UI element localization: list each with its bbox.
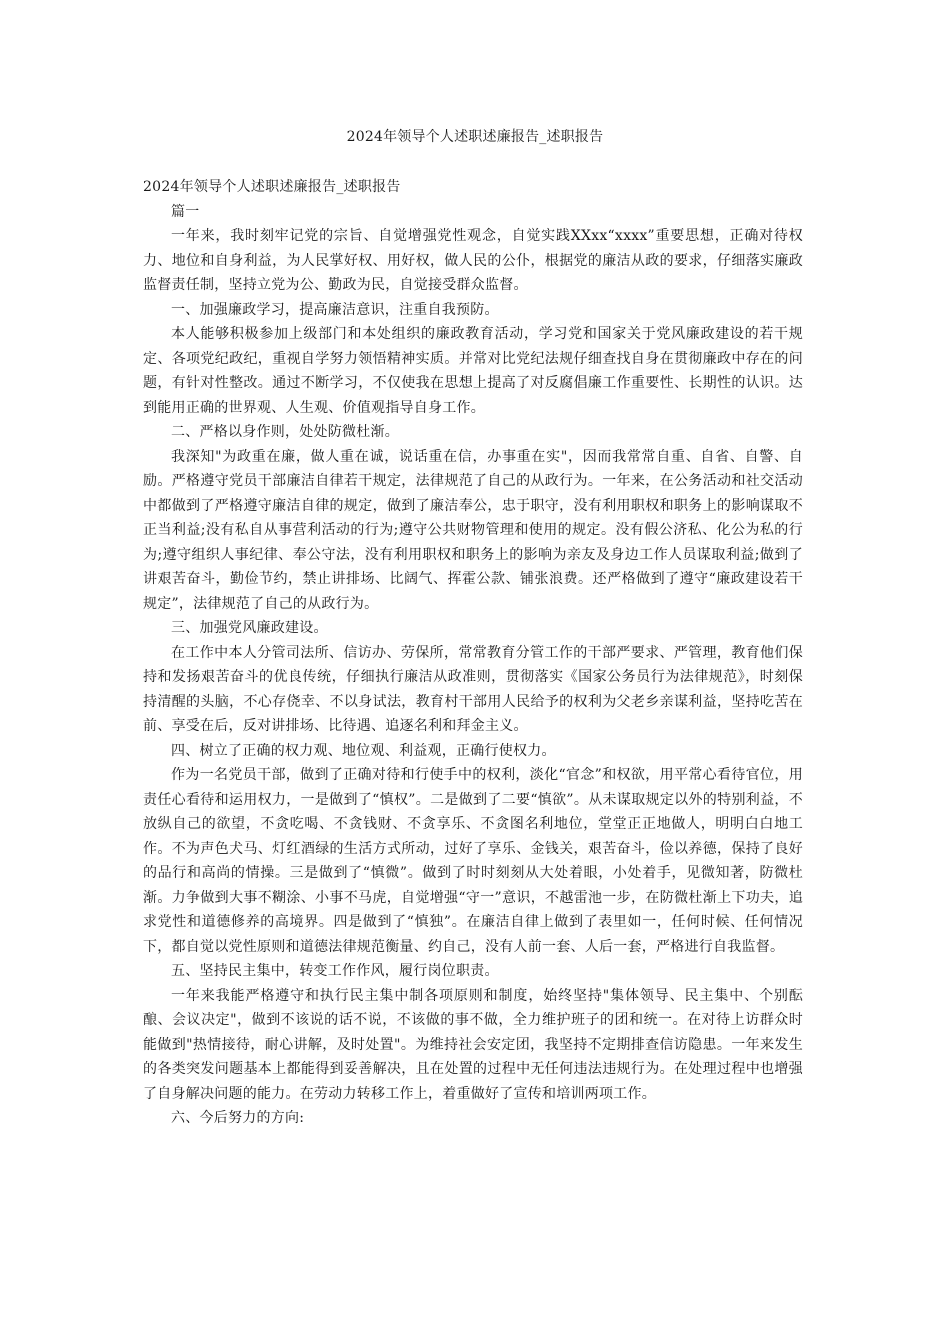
section-heading: 四、树立了正确的权力观、地位观、利益观，正确行使权力。: [171, 742, 556, 759]
body-paragraph: 作为一名党员干部，做到了正确对待和行使手中的权利，淡化“官念”和权欲，用平常心看待官位，用责任心看待和运用权力，一是做到了“慎权”。二是做到了二要“慎欲”。从未谋取规定以外的特别利益，不放纵自己的欲望，不贪吃喝、不贪钱财、不贪享乐、不贪图名利地位，堂堂正正地做人，明明白白地工作。不为声色犬马、灯红酒绿的生活方式所动，过好了享乐、金钱关，艰苦奋斗，俭以养德，保持了良好的品行和高尚的情操。三是做到了“慎微”。做到了时时刻刻从大处着眼，小处着手，见微知著，防微杜渐。力争做到大事不糊涂、小事不马虎，自觉增强“守一”意识，不越雷池一步，在防微杜渐上下功夫，追求党性和道德修养的高境界。四是做到了“慎独”。在廉洁自律上做到了表里如一，任何时候、任何情况下，都自觉以党性原则和道德法律规范衡量、约自己，没有人前一套、人后一套，严格进行自我监督。: [143, 767, 803, 955]
section-heading: 二、严格以身作则，处处防微杜渐。: [171, 424, 399, 440]
section-heading: 一、加强廉政学习，提高廉洁意识，注重自我预防。: [171, 301, 499, 318]
document-title: 2024年领导个人述职述廉报告_述职报告: [346, 129, 604, 145]
body-paragraph: 一年来我能严格遵守和执行民主集中制各项原则和制度，始终坚持"集体领导、民主集中、个别酝酿、会议决定"，做到不该说的话不说，不该做的事不做，全力维护班子的团和统一。在对待上访群众时能做到"热情接待，耐心讲解，及时处置"。为维持社会安定团，我坚持不定期排查信访隐患。一年来发生的各类突发问题基本上都能得到妥善解决，且在处置的过程中无任何违法违规行为。在处理过程中也增强了自身解决问题的能力。在劳动力转移工作上，着重做好了宣传和培训两项工作。: [143, 987, 803, 1102]
document-subtitle: 2024年领导个人述职述廉报告_述职报告: [143, 179, 401, 195]
section-heading: 六、今后努力的方向:: [171, 1110, 305, 1126]
body-paragraph: 在工作中本人分管司法所、信访办、劳保所，常常教育分管工作的干部严要求、严管理，教育他们保持和发扬艰苦奋斗的优良传统，仔细执行廉洁从政准则，贯彻落实《国家公务员行为法律规范》，时刻保持清醒的头脑，不心存侥幸、不以身试法，教育村干部用人民给予的权利为父老乡亲谋利益，坚持吃苦在前、享受在后，反对讲排场、比待遇、追逐名利和拜金主义。: [143, 644, 803, 734]
body-paragraph: 本人能够积极参加上级部门和本处组织的廉政教育活动，学习党和国家关于党风廉政建设的若干规定、各项党纪政纪，重视自学努力领悟精神实质。并常对比党纪法规仔细查找自身在贯彻廉政中存在的问题，有针对性整改。通过不断学习，不仅使我在思想上提高了对反腐倡廉工作重要性、长期性的认识。达到能用正确的世界观、人生观、价值观指导自身工作。: [143, 326, 803, 416]
document-body: [143, 175, 803, 1131]
section-label: 篇一: [171, 203, 200, 220]
section-heading: 五、坚持民主集中，转变工作作风，履行岗位职责。: [171, 963, 499, 979]
body-paragraph: 一年来，我时刻牢记党的宗旨、自觉增强党性观念，自觉实践XXxx“xxxx”重要思想，正确对待权力、地位和自身利益，为人民掌好权、用好权，做人民的公仆，根据党的廉洁从政的要求，仔细落实廉政监督责任制，坚持立党为公、勤政为民，自觉接受群众监督。: [143, 228, 803, 293]
section-heading: 三、加强党风廉政建设。: [171, 620, 328, 636]
body-paragraph: 我深知"为政重在廉，做人重在诚，说话重在信，办事重在实"，因而我常常自重、自省、自警、自励。严格遵守党员干部廉洁自律若干规定，法律规范了自己的从政行为。一年来，在公务活动和社交活动中都做到了严格遵守廉洁自律的规定，做到了廉洁奉公，忠于职守，没有利用职权和职务上的影响谋取不正当利益;没有私自从事营利活动的行为;遵守公共财物管理和使用的规定。没有假公济私、化公为私的行为;遵守组织人事纪律、奉公守法，没有利用职权和职务上的影响为亲友及身边工作人员谋取利益;做到了讲艰苦奋斗，勤俭节约，禁止讲排场、比阔气、挥霍公款、铺张浪费。还严格做到了遵守“廉政建设若干规定”，法律规范了自己的从政行为。: [143, 448, 803, 612]
